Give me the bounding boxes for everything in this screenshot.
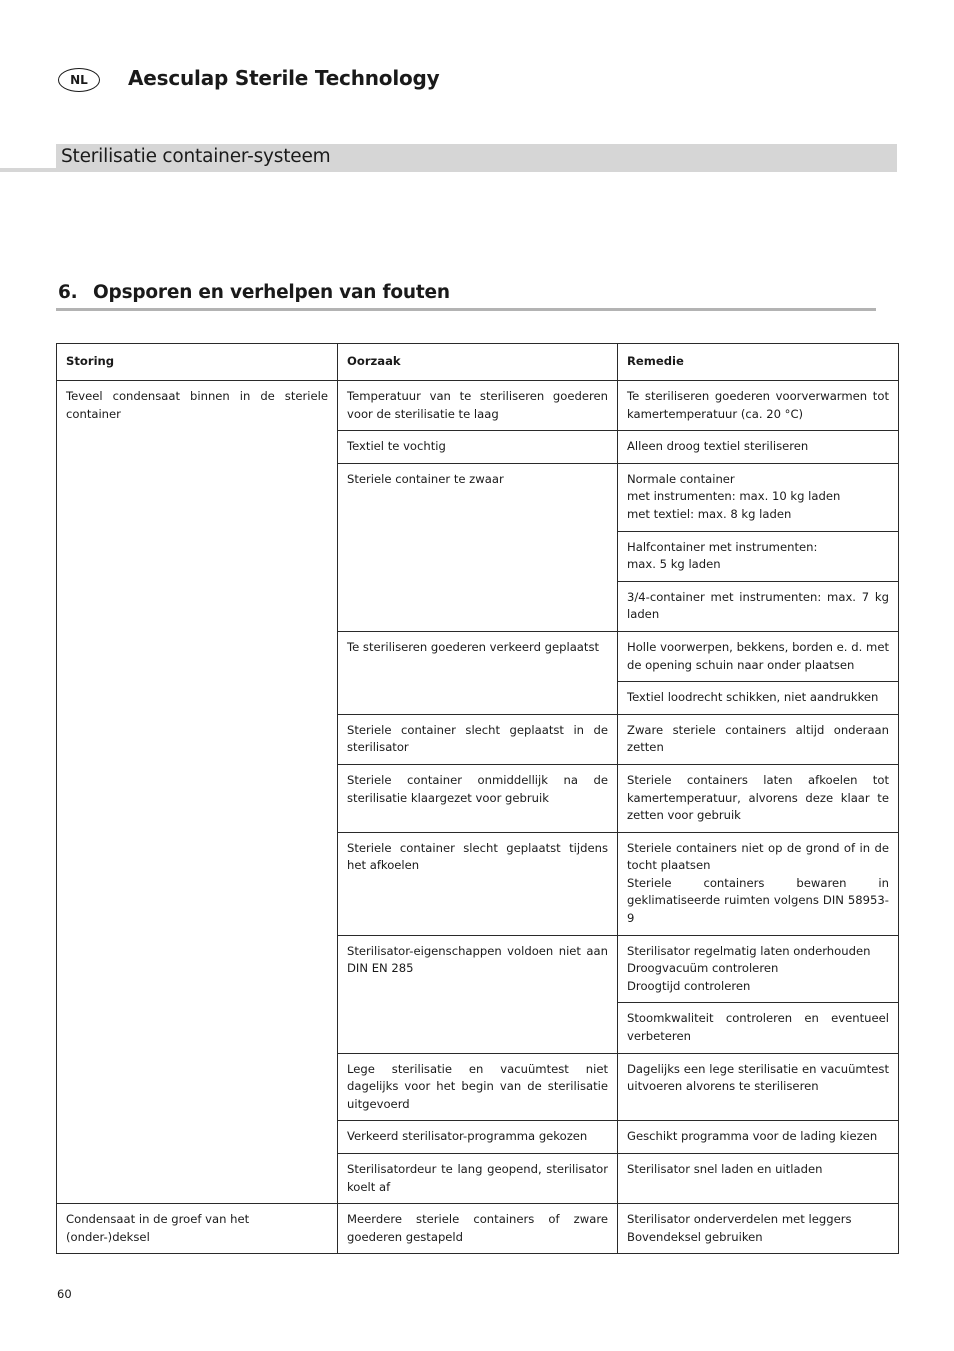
oorzaak-cell: Temperatuur van te steriliseren goederen voor de sterilisatie te laag: [338, 381, 618, 431]
header-storing: Storing: [57, 344, 338, 381]
remedie-cell: Steriele containers niet op de grond of in de tocht plaatsen Steriele containers bewaren in geklimatiseerde ruimten volgens DIN 58953-9: [618, 832, 899, 935]
remedie-cell: Holle voorwerpen, bekkens, borden e. d. met de opening schuin naar onder plaatsen: [618, 631, 899, 681]
remedie-cell: Sterilisator snel laden en uitladen: [618, 1154, 899, 1204]
table-header-row: [57, 344, 899, 381]
oorzaak-cell: Steriele container slecht geplaatst in de sterilisator: [338, 714, 618, 764]
section-heading: [58, 282, 450, 303]
oorzaak-cell: Lege sterilisatie en vacuümtest niet dagelijks voor het begin van de sterilisatie uitgevoerd: [338, 1053, 618, 1121]
section-number: 6.: [58, 282, 78, 303]
oorzaak-cell: Verkeerd sterilisator-programma gekozen: [338, 1121, 618, 1154]
remedie-cell: Halfcontainer met instrumenten: max. 5 kg laden: [618, 531, 899, 581]
header-remedie: Remedie: [618, 344, 899, 381]
remedie-cell: Dagelijks een lege sterilisatie en vacuümtest uitvoeren alvorens te steriliseren: [618, 1053, 899, 1121]
oorzaak-cell: Steriele container onmiddellijk na de sterilisatie klaargezet voor gebruik: [338, 764, 618, 832]
page-number: 60: [57, 1287, 72, 1301]
storing-cell: Condensaat in de groef van het (onder-)deksel: [57, 1204, 338, 1254]
oorzaak-cell: Steriele container te zwaar: [338, 463, 618, 631]
remedie-cell: Stoomkwaliteit controleren en eventueel verbeteren: [618, 1003, 899, 1053]
oorzaak-cell: Meerdere steriele containers of zware goederen gestapeld: [338, 1204, 618, 1254]
section-rule: [56, 308, 876, 311]
remedie-cell: Sterilisator regelmatig laten onderhouden Droogvacuüm controleren Droogtijd controleren: [618, 935, 899, 1003]
oorzaak-cell: Te steriliseren goederen verkeerd geplaatst: [338, 631, 618, 714]
troubleshooting-table: [56, 343, 899, 1254]
header-oorzaak: Oorzaak: [338, 344, 618, 381]
brand-title: Aesculap Sterile Technology: [128, 66, 440, 90]
remedie-cell: Zware steriele containers altijd onderaan zetten: [618, 714, 899, 764]
chapter-title: Sterilisatie container-systeem: [61, 146, 331, 167]
remedie-cell: Geschikt programma voor de lading kiezen: [618, 1121, 899, 1154]
storing-cell: Teveel condensaat binnen in de steriele container: [57, 381, 338, 1204]
oorzaak-cell: Textiel te vochtig: [338, 431, 618, 464]
remedie-cell: 3/4-container met instrumenten: max. 7 kg laden: [618, 581, 899, 631]
table-row: [57, 381, 899, 431]
oorzaak-cell: Sterilisatordeur te lang geopend, sterilisator koelt af: [338, 1154, 618, 1204]
remedie-cell: Sterilisator onderverdelen met leggers Bovendeksel gebruiken: [618, 1204, 899, 1254]
remedie-cell: Textiel loodrecht schikken, niet aandrukken: [618, 682, 899, 715]
remedie-cell: Steriele containers laten afkoelen tot kamertemperatuur, alvorens deze klaar te zetten voor gebruik: [618, 764, 899, 832]
oorzaak-cell: Sterilisator-eigenschappen voldoen niet aan DIN EN 285: [338, 935, 618, 1053]
remedie-cell: Alleen droog textiel steriliseren: [618, 431, 899, 464]
remedie-cell: Te steriliseren goederen voorverwarmen tot kamertemperatuur (ca. 20 °C): [618, 381, 899, 431]
table-row: [57, 1204, 899, 1254]
section-title-text: Opsporen en verhelpen van fouten: [93, 282, 450, 303]
oorzaak-cell: Steriele container slecht geplaatst tijdens het afkoelen: [338, 832, 618, 935]
language-badge: NL: [58, 68, 100, 92]
remedie-cell: Normale container met instrumenten: max. 10 kg laden met textiel: max. 8 kg laden: [618, 463, 899, 531]
